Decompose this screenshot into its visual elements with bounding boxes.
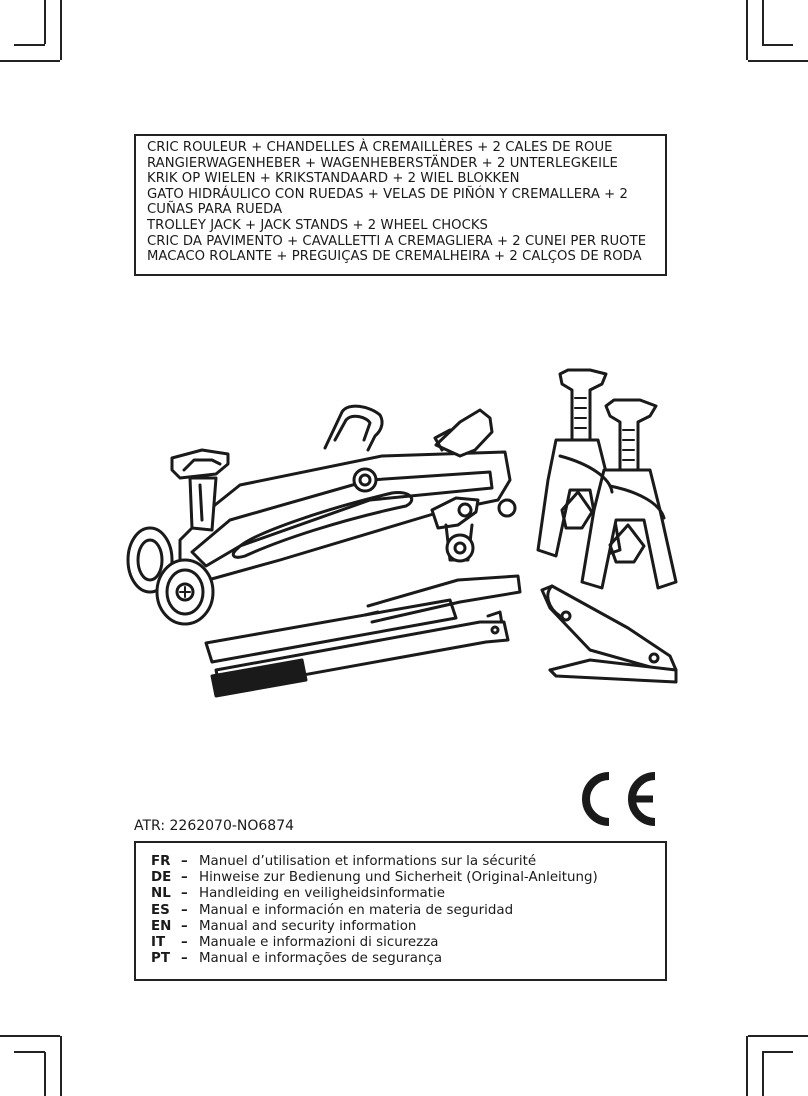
crop-mark-bottom-right-h (748, 1035, 808, 1037)
title-line: CRIC ROULEUR + CHANDELLES À CREMAILLÈRES + 2 CALES DE ROUE (147, 140, 613, 155)
language-description: Manual and security information (199, 918, 417, 934)
language-dash: – (181, 951, 188, 967)
language-row (151, 903, 665, 919)
language-description: Hinweise zur Bedienung und Sicherheit (Original-Anleitung) (199, 870, 598, 886)
crop-mark-top-left-h2 (14, 44, 45, 46)
language-description: Handleiding en veiligheidsinformatie (199, 886, 445, 902)
language-dash: – (181, 935, 188, 951)
language-code: ES (151, 902, 170, 918)
trolley-jack-icon (128, 406, 515, 624)
language-row (151, 919, 665, 935)
language-description: Manual e informações de segurança (199, 951, 443, 967)
ce-mark-icon (575, 768, 675, 830)
language-row (151, 854, 665, 870)
language-dash: – (181, 902, 188, 918)
language-code: DE (151, 870, 172, 886)
crop-mark-top-right-h (748, 60, 808, 62)
crop-mark-top-left-v2 (44, 0, 46, 44)
jack-handle-icon (206, 576, 520, 696)
language-index-box (134, 841, 667, 981)
title-line: CUÑAS PARA RUEDA (147, 202, 283, 218)
language-dash: – (181, 854, 188, 869)
article-reference: ATR: 2262070-NO6874 (134, 818, 295, 834)
language-code: FR (151, 854, 171, 869)
title-line: GATO HIDRÁULICO CON RUEDAS + VELAS DE PIÑÓN Y CREMALLERA + 2 (147, 186, 628, 202)
language-code: EN (151, 918, 172, 934)
crop-mark-bottom-right-v2 (762, 1052, 764, 1096)
language-row (151, 870, 665, 886)
language-description: Manual e información en materia de seguridad (199, 902, 514, 918)
language-description: Manuel d’utilisation et informations sur la sécurité (199, 854, 537, 869)
language-dash: – (181, 870, 188, 886)
product-title-box (134, 134, 667, 276)
language-code: NL (151, 886, 171, 902)
crop-mark-top-right-v (746, 0, 748, 60)
title-line: MACACO ROLANTE + PREGUIÇAS DE CREMALHEIRA + 2 CALÇOS DE RODA (147, 249, 642, 265)
language-dash: – (181, 918, 188, 934)
language-code: IT (151, 935, 166, 951)
crop-mark-top-right-h2 (762, 44, 793, 46)
crop-mark-top-right-v2 (762, 0, 764, 44)
crop-mark-bottom-right-v (746, 1036, 748, 1096)
crop-mark-bottom-left-v2 (44, 1052, 46, 1096)
language-dash: – (181, 886, 188, 902)
crop-mark-bottom-right-h2 (762, 1051, 793, 1053)
crop-mark-bottom-left-v (60, 1036, 62, 1096)
crop-mark-top-left-h (0, 60, 60, 62)
title-line: RANGIERWAGENHEBER + WAGENHEBERSTÄNDER + 2 UNTERLEGKEILE (147, 155, 618, 171)
product-illustration (120, 360, 700, 710)
language-row (151, 935, 665, 951)
crop-mark-top-left-v (60, 0, 62, 60)
crop-mark-bottom-left-h2 (14, 1051, 45, 1053)
title-line: TROLLEY JACK + JACK STANDS + 2 WHEEL CHOCKS (147, 217, 488, 233)
title-line: CRIC DA PAVIMENTO + CAVALLETTI A CREMAGLIERA + 2 CUNEI PER RUOTE (147, 233, 647, 249)
wheel-chock-icon (542, 586, 676, 682)
language-row (151, 951, 665, 967)
title-line: KRIK OP WIELEN + KRIKSTANDAARD + 2 WIEL BLOKKEN (147, 171, 520, 187)
language-code: PT (151, 951, 170, 967)
jack-stand-icon (538, 370, 676, 588)
language-row (151, 886, 665, 902)
crop-mark-bottom-left-h (0, 1035, 60, 1037)
language-description: Manuale e informazioni di sicurezza (199, 935, 439, 951)
